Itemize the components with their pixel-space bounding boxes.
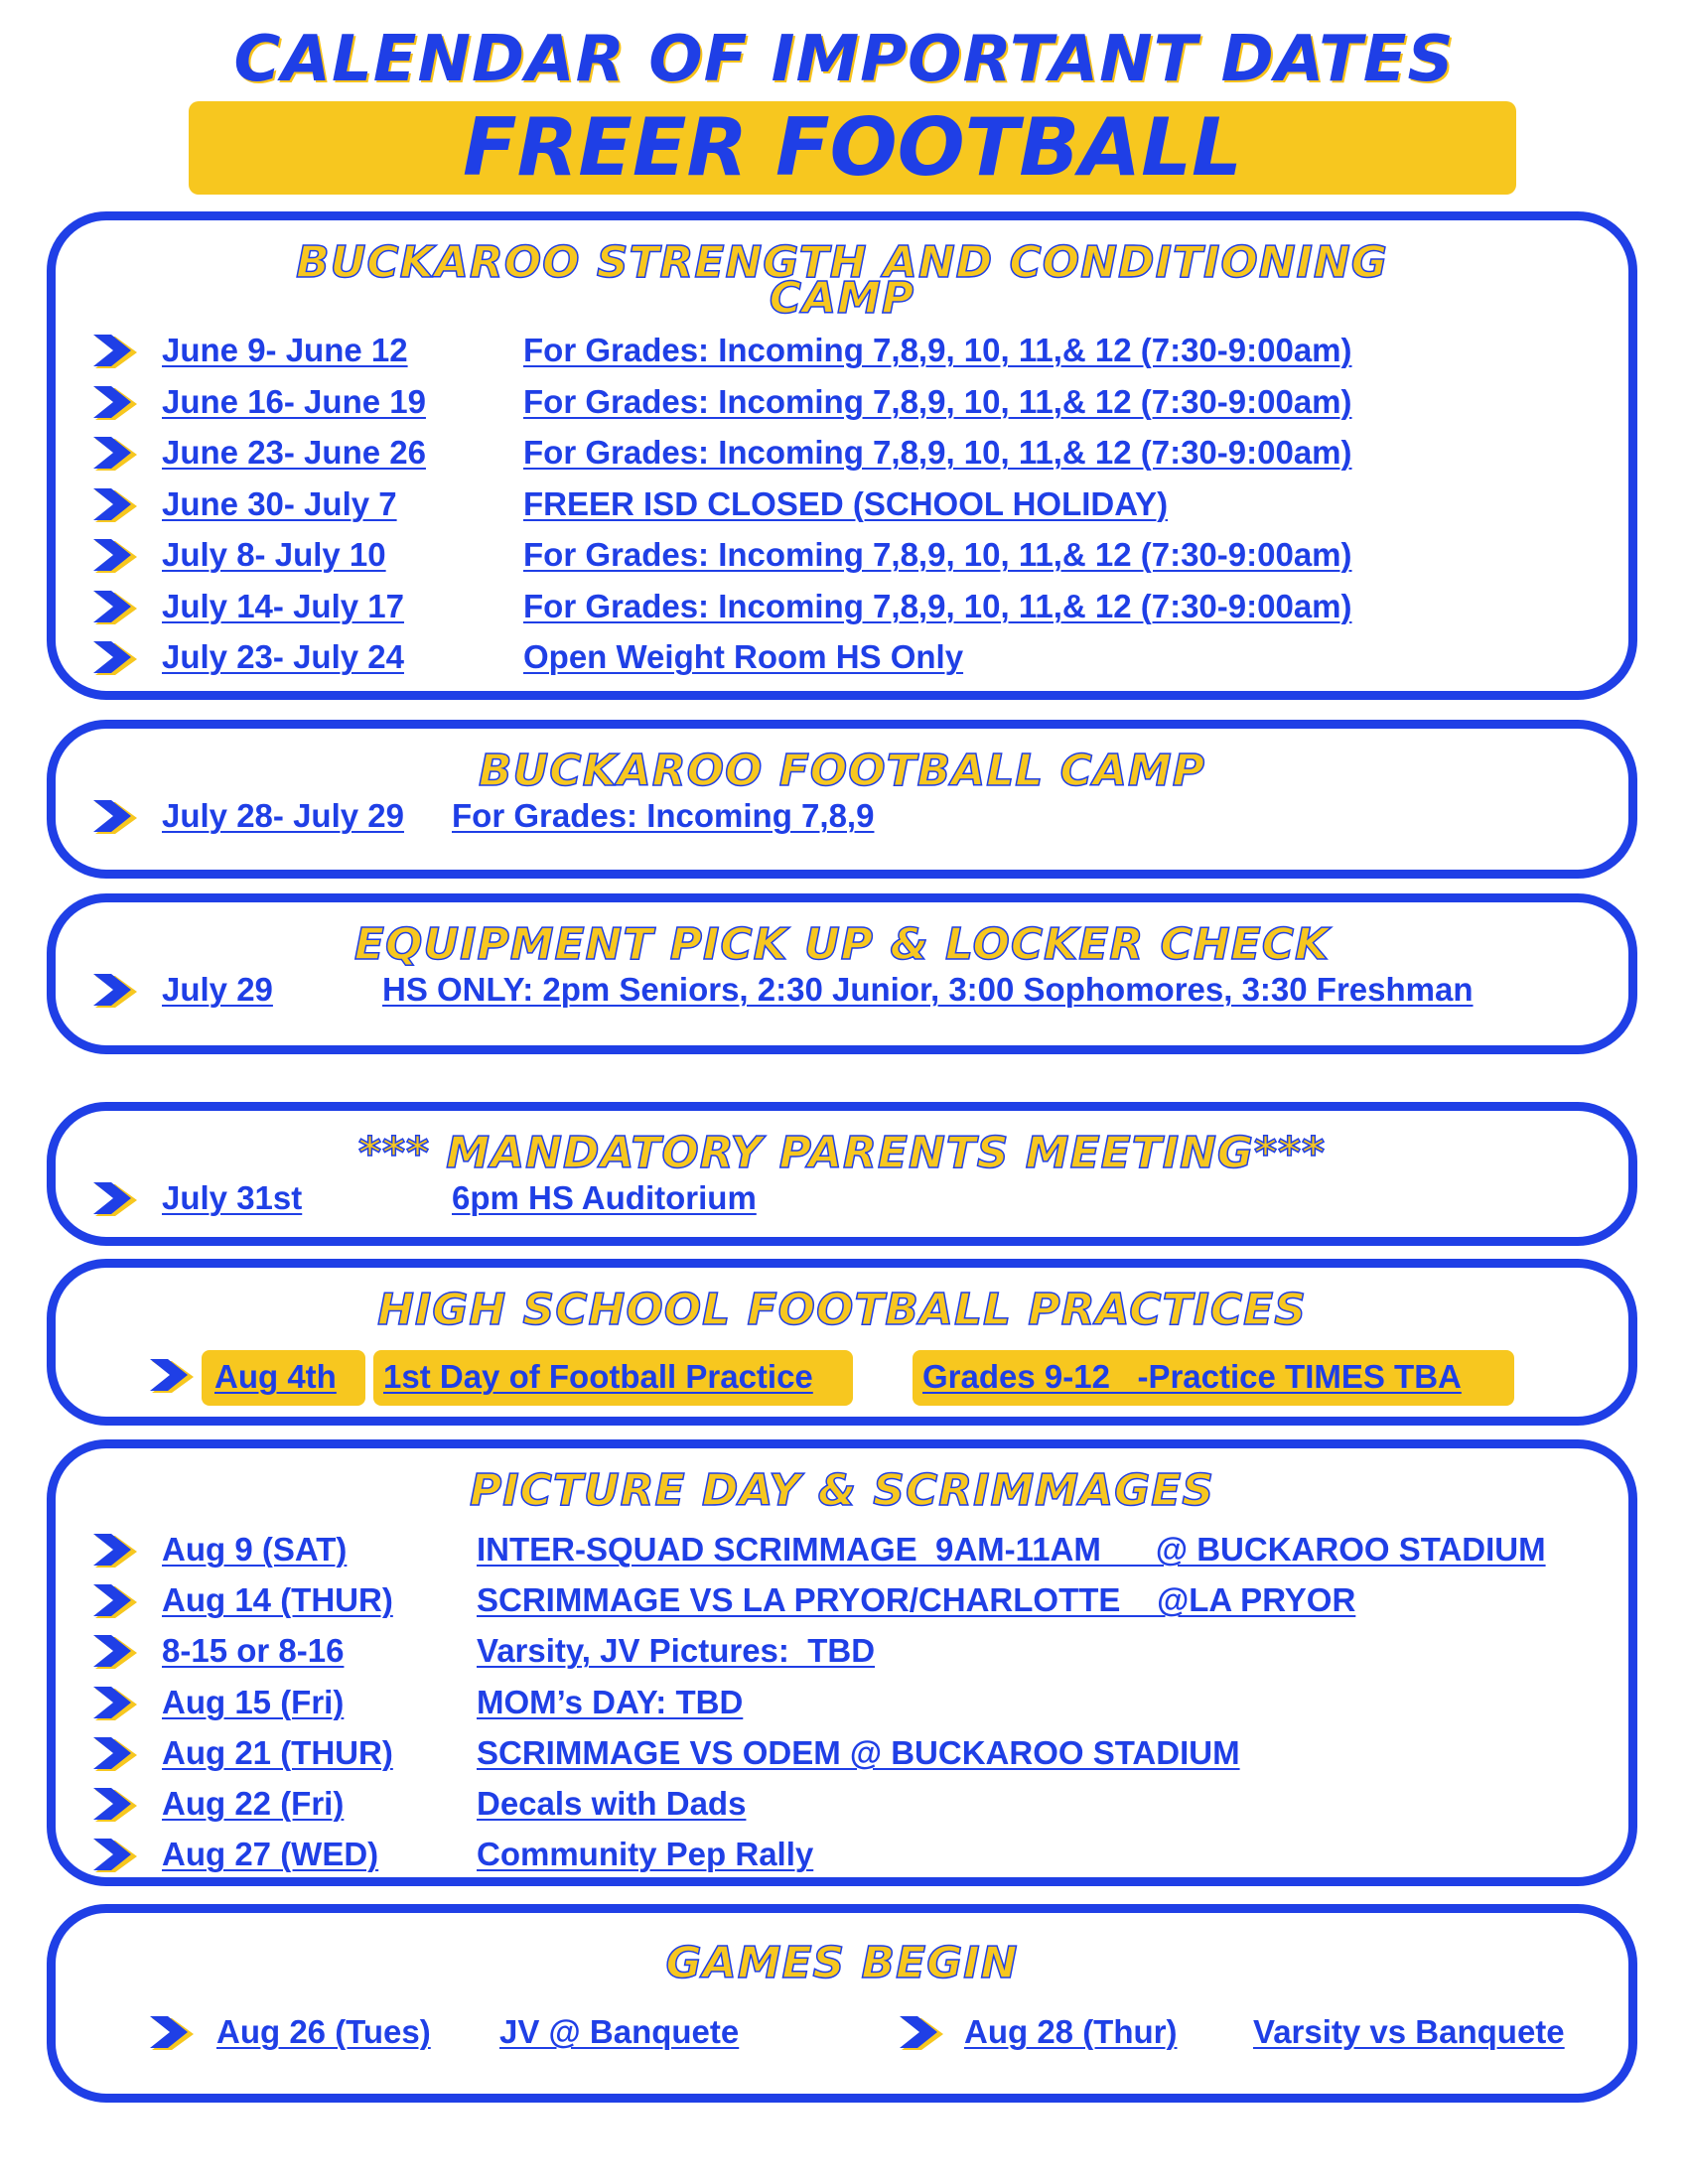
game-date: Aug 28 (Thur) bbox=[964, 2013, 1178, 2050]
event-desc: For Grades: Incoming 7,8,9, 10, 11,& 12 (7:30-9:00am) bbox=[523, 382, 1352, 420]
event-desc: For Grades: Incoming 7,8,9 bbox=[452, 797, 875, 834]
event-desc: Open Weight Room HS Only bbox=[523, 638, 964, 675]
section-football-camp bbox=[47, 720, 1637, 879]
game-date: Aug 26 (Tues) bbox=[216, 2013, 431, 2050]
chevron-right-icon bbox=[150, 2014, 196, 2054]
chevron-right-icon bbox=[93, 1582, 139, 1622]
chevron-right-icon bbox=[150, 1357, 196, 1397]
section-title: GAMES BEGIN bbox=[665, 1938, 1019, 1988]
page-title: CALENDAR OF IMPORTANT DATES bbox=[233, 23, 1455, 96]
chevron-right-icon bbox=[93, 1786, 139, 1826]
chevron-right-icon bbox=[93, 1633, 139, 1673]
event-date: Aug 27 (WED) bbox=[162, 1836, 379, 1873]
event-date: Aug 21 (THUR) bbox=[162, 1733, 393, 1771]
event-date: June 23- June 26 bbox=[162, 434, 426, 471]
event-date: July 31st bbox=[162, 1179, 303, 1216]
event-desc: MOM’s DAY: TBD bbox=[477, 1683, 744, 1720]
practice-note: Grades 9-12 -Practice TIMES TBA bbox=[922, 1358, 1462, 1395]
chevron-right-icon bbox=[93, 1735, 139, 1775]
event-desc: SCRIMMAGE VS ODEM @ BUCKAROO STADIUM bbox=[477, 1733, 1240, 1771]
chevron-right-icon bbox=[93, 1685, 139, 1724]
event-date: July 14- July 17 bbox=[162, 587, 404, 624]
section-strength-camp bbox=[47, 211, 1637, 700]
section-title: BUCKAROO FOOTBALL CAMP bbox=[479, 746, 1205, 796]
game-desc: JV @ Banquete bbox=[499, 2013, 740, 2050]
event-desc: Decals with Dads bbox=[477, 1785, 747, 1822]
section-title: HIGH SCHOOL FOOTBALL PRACTICES bbox=[377, 1285, 1307, 1335]
section-parents-meeting bbox=[47, 1102, 1637, 1246]
section-title: EQUIPMENT PICK UP & LOCKER CHECK bbox=[353, 919, 1331, 970]
event-desc: HS ONLY: 2pm Seniors, 2:30 Junior, 3:00 Sophomores, 3:30 Freshman bbox=[382, 971, 1474, 1008]
chevron-right-icon bbox=[93, 1837, 139, 1876]
event-date: July 8- July 10 bbox=[162, 536, 386, 573]
chevron-right-icon bbox=[93, 972, 139, 1012]
chevron-right-icon bbox=[93, 486, 139, 526]
chevron-right-icon bbox=[93, 333, 139, 372]
section-equipment bbox=[47, 893, 1637, 1054]
practice-date: Aug 4th bbox=[214, 1358, 337, 1395]
section-practices bbox=[47, 1259, 1637, 1426]
practice-desc: 1st Day of Football Practice bbox=[383, 1358, 813, 1395]
section-title: BUCKAROO STRENGTH AND CONDITIONING bbox=[296, 237, 1388, 288]
event-desc: Varsity, JV Pictures: TBD bbox=[477, 1632, 876, 1670]
title-banner bbox=[189, 101, 1516, 195]
event-date: July 29 bbox=[162, 971, 273, 1008]
section-scrimmages bbox=[47, 1439, 1637, 1886]
event-date: July 23- July 24 bbox=[162, 638, 404, 675]
event-desc: For Grades: Incoming 7,8,9, 10, 11,& 12 (7:30-9:00am) bbox=[523, 434, 1352, 471]
chevron-right-icon bbox=[93, 798, 139, 838]
game-desc: Varsity vs Banquete bbox=[1253, 2013, 1565, 2050]
section-games bbox=[47, 1904, 1637, 2103]
event-date: Aug 14 (THUR) bbox=[162, 1581, 393, 1619]
page-subtitle: FREER FOOTBALL bbox=[462, 101, 1243, 194]
chevron-right-icon bbox=[93, 384, 139, 424]
event-date: Aug 9 (SAT) bbox=[162, 1531, 348, 1568]
event-date: June 16- June 19 bbox=[162, 382, 426, 420]
event-desc: SCRIMMAGE VS LA PRYOR/CHARLOTTE @LA PRYOR bbox=[477, 1581, 1356, 1619]
chevron-right-icon bbox=[93, 589, 139, 628]
event-date: 8-15 or 8-16 bbox=[162, 1632, 345, 1670]
event-date: July 28- July 29 bbox=[162, 797, 404, 834]
section-title-cont: CAMP bbox=[769, 273, 915, 324]
event-desc: For Grades: Incoming 7,8,9, 10, 11,& 12 (7:30-9:00am) bbox=[523, 536, 1352, 573]
chevron-right-icon bbox=[93, 1180, 139, 1220]
chevron-right-icon bbox=[93, 435, 139, 475]
event-desc: INTER-SQUAD SCRIMMAGE 9AM-11AM @ BUCKAROO STADIUM bbox=[477, 1531, 1546, 1568]
chevron-right-icon bbox=[900, 2014, 945, 2054]
section-title: *** MANDATORY PARENTS MEETING*** bbox=[357, 1128, 1327, 1178]
event-date: June 9- June 12 bbox=[162, 332, 408, 368]
event-date: Aug 15 (Fri) bbox=[162, 1683, 345, 1720]
event-desc: For Grades: Incoming 7,8,9, 10, 11,& 12 (7:30-9:00am) bbox=[523, 587, 1352, 624]
event-desc: FREER ISD CLOSED (SCHOOL HOLIDAY) bbox=[523, 484, 1169, 522]
event-desc: 6pm HS Auditorium bbox=[452, 1179, 757, 1216]
event-date: Aug 22 (Fri) bbox=[162, 1785, 345, 1822]
event-date: June 30- July 7 bbox=[162, 484, 397, 522]
chevron-right-icon bbox=[93, 1532, 139, 1571]
event-desc: For Grades: Incoming 7,8,9, 10, 11,& 12 (7:30-9:00am) bbox=[523, 332, 1352, 368]
chevron-right-icon bbox=[93, 639, 139, 679]
chevron-right-icon bbox=[93, 537, 139, 577]
event-desc: Community Pep Rally bbox=[477, 1836, 814, 1873]
section-title: PICTURE DAY & SCRIMMAGES bbox=[469, 1465, 1215, 1516]
